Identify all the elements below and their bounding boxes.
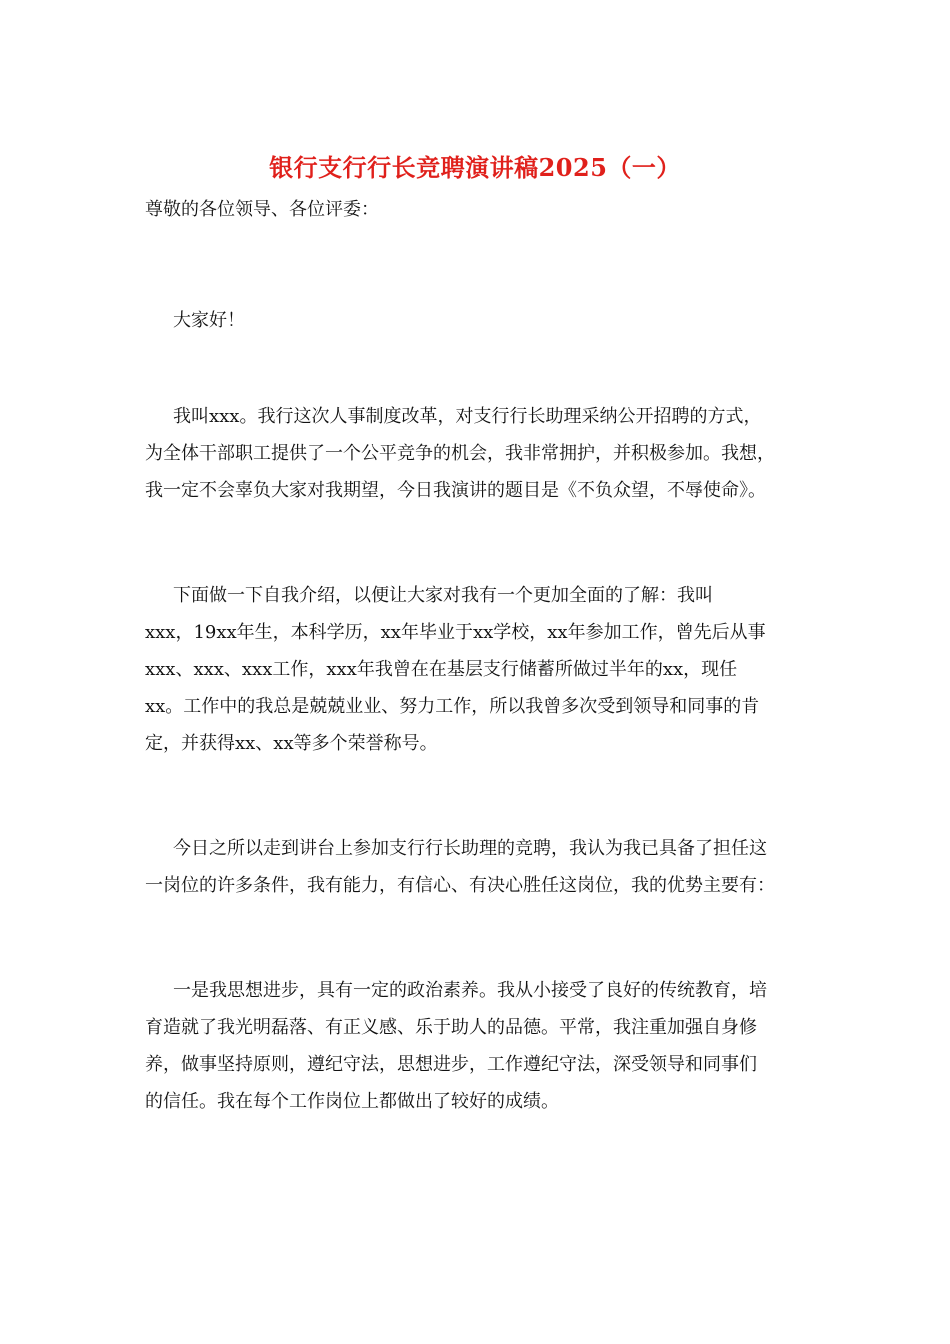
paragraph-advantage-one (145, 972, 807, 1120)
paragraph-line: 大家好！ (173, 310, 245, 331)
paragraph-line: 今日之所以走到讲台上参加支行行长助理的竞聘，我认为我已具备了担任这 (173, 838, 767, 859)
document-title: 银行支行行长竞聘演讲稿2025（一） (269, 153, 681, 182)
paragraph-line: 下面做一下自我介绍，以便让大家对我有一个更加全面的了解：我叫 (173, 585, 713, 606)
paragraph-line: 一是我思想进步，具有一定的政治素养。我从小接受了良好的传统教育，培 (173, 980, 767, 1001)
paragraph-reasons (145, 830, 807, 904)
paragraph-line: 的信任。我在每个工作岗位上都做出了较好的成绩。 (145, 1091, 559, 1112)
paragraph-line: 我一定不会辜负大家对我期望，今日我演讲的题目是《不负众望，不辱使命》。 (145, 480, 766, 501)
paragraph-line: xxx，19xx年生，本科学历，xx年毕业于xx学校，xx年参加工作，曾先后从事 (145, 622, 766, 643)
paragraph-self-introduction (145, 577, 807, 762)
paragraph-introduction (145, 398, 807, 509)
paragraph-line: xx。工作中的我总是兢兢业业、努力工作，所以我曾多次受到领导和同事的肯 (145, 696, 760, 717)
paragraph-line: 为全体干部职工提供了一个公平竞争的机会，我非常拥护，并积极参加。我想， (145, 443, 775, 464)
paragraph-line: xxx、xxx、xxx工作，xxx年我曾在在基层支行储蓄所做过半年的xx，现任 (145, 659, 738, 680)
paragraph-line: 一岗位的许多条件，我有能力，有信心、有决心胜任这岗位，我的优势主要有： (145, 875, 775, 896)
paragraph-greeting (145, 302, 807, 339)
salutation: 尊敬的各位领导、各位评委： (145, 199, 379, 220)
paragraph-line: 养，做事坚持原则，遵纪守法，思想进步，工作遵纪守法，深受领导和同事们 (145, 1054, 757, 1075)
paragraph-line: 我叫xxx。我行这次人事制度改革，对支行行长助理采纳公开招聘的方式， (173, 406, 762, 427)
paragraph-line: 育造就了我光明磊落、有正义感、乐于助人的品德。平常，我注重加强自身修 (145, 1017, 757, 1038)
paragraph-line: 定，并获得xx、xx等多个荣誉称号。 (145, 733, 438, 754)
